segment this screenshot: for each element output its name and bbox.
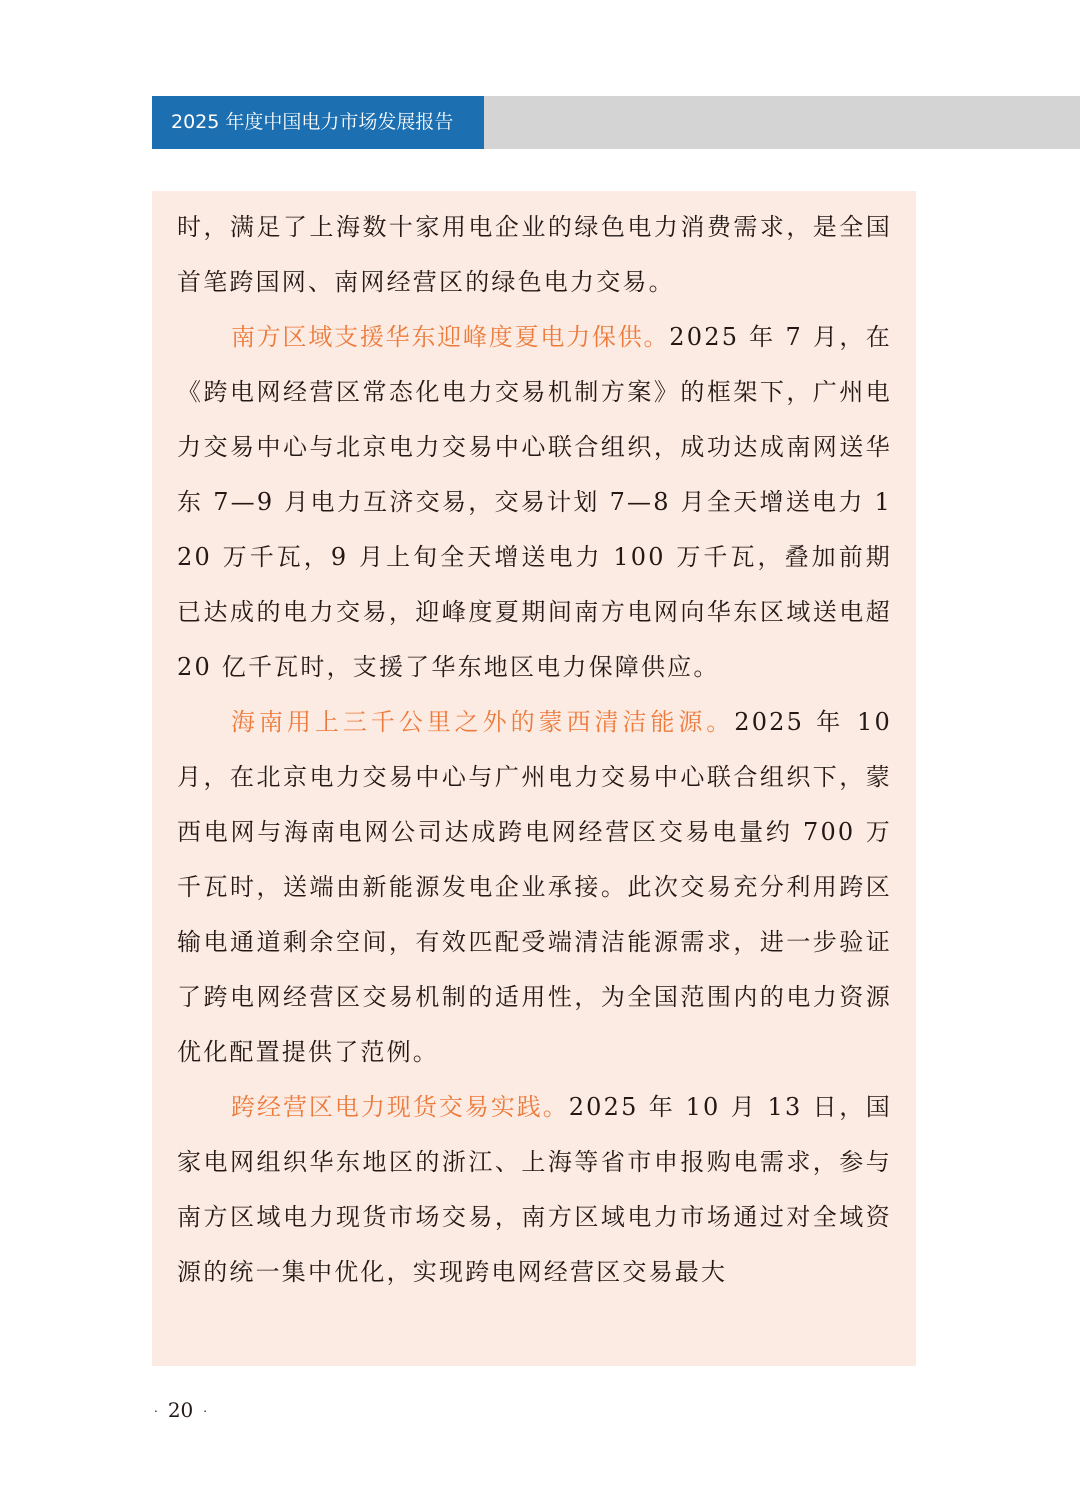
paragraph-text: 时，满足了上海数十家用电企业的绿色电力消费需求，是全国首笔跨国网、南网经营区的绿色电力交易。 (177, 213, 892, 296)
paragraph-heading: 海南用上三千公里之外的蒙西清洁能源。 (231, 708, 735, 736)
paragraph-heading: 跨经营区电力现货交易实践。 (231, 1093, 569, 1121)
page-number-footer (154, 1398, 207, 1422)
paragraph-text: 2025 年 7 月，在《跨电网经营区常态化电力交易机制方案》的框架下，广州电力交易中心与北京电力交易中心联合组织，成功达成南网送华东 7—9 月电力互济交易，交易计划 7—8 月全天增送电力 120 万千瓦，9 月上旬全天增送电力 100 万千瓦，叠加前期已达成的电力交易，迎峰度夏期间南方电网向华东区域送电超 20 亿千瓦时，支援了华东地区电力保障供应。 (177, 323, 892, 681)
paragraph-text: 2025 年 10 月 13 日，国家电网组织华东地区的浙江、上海等省市申报购电需求，参与南方区域电力现货市场交易，南方区域电力市场通过对全域资源的统一集中优化，实现跨电网经营区交易最大 (177, 1093, 892, 1286)
paragraph-text: 2025 年 10 月，在北京电力交易中心与广州电力交易中心联合组织下，蒙西电网与海南电网公司达成跨电网经营区交易电量约 700 万千瓦时，送端由新能源发电企业承接。此次交易充分利用跨区输电通道剩余空间，有效匹配受端清洁能源需求，进一步验证了跨电网经营区交易机制的适用性，为全国范围内的电力资源优化配置提供了范例。 (177, 708, 892, 1066)
running-header-bar (152, 96, 1080, 149)
footer-dot-right: · (203, 1404, 208, 1419)
running-header-title: 2025 年度中国电力市场发展报告 (152, 96, 484, 149)
paragraph-south-supports-east (177, 310, 892, 695)
paragraph-hainan-mengxi (177, 695, 892, 1080)
page-number: 20 (167, 1398, 194, 1422)
case-study-box (152, 191, 916, 1366)
paragraph-heading: 南方区域支援华东迎峰度夏电力保供。 (231, 323, 670, 351)
footer-dot-left: · (154, 1404, 158, 1419)
paragraph-spot-trading (177, 1080, 892, 1300)
paragraph-continued (177, 200, 892, 310)
